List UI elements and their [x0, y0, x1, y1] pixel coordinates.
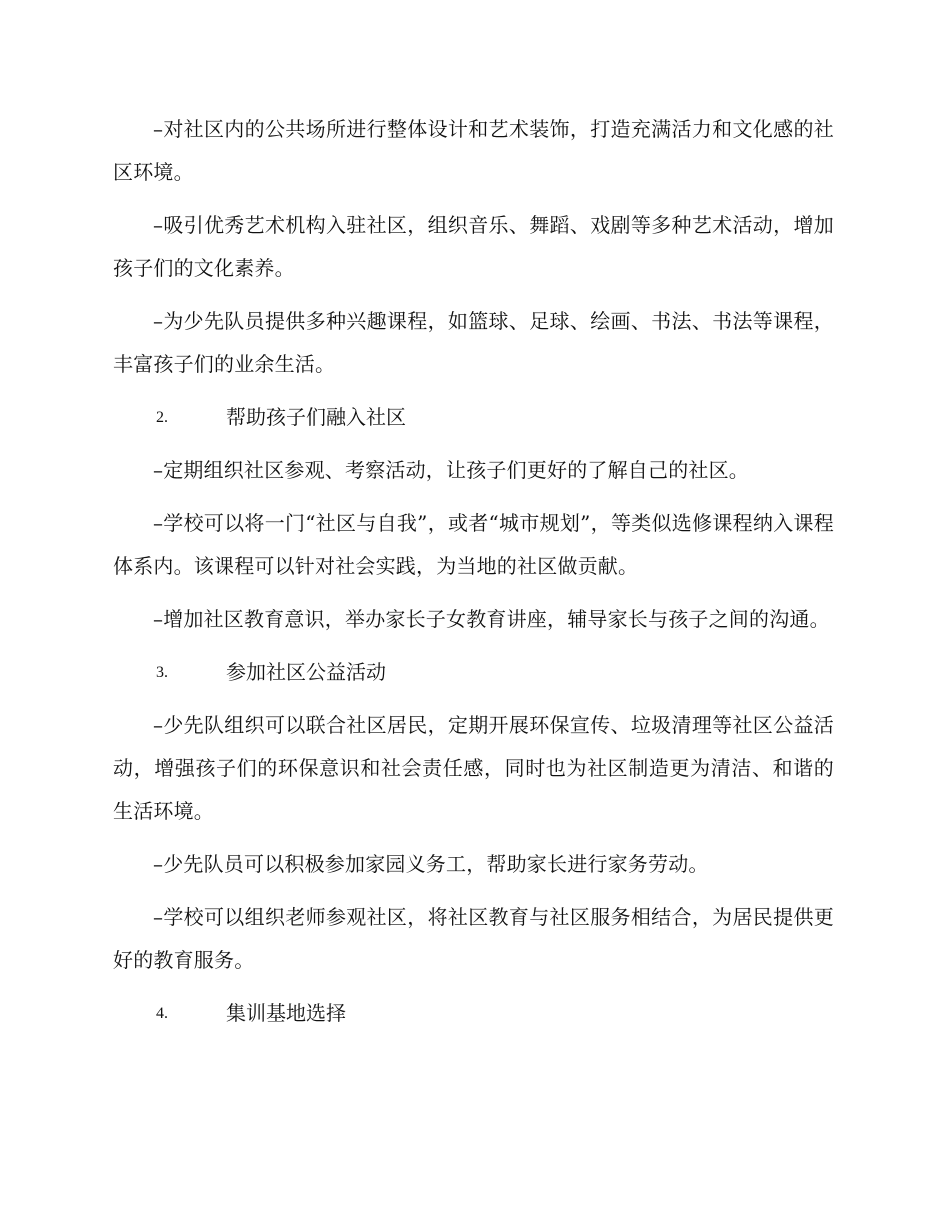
paragraph-housework: –少先队员可以积极参加家园义务工，帮助家长进行家务劳动。 — [153, 852, 709, 876]
paragraph-parent-lectures: –增加社区教育意识，举办家长子女教育讲座，辅导家长与孩子之间的沟通。 — [153, 607, 830, 631]
paragraph-public-welfare: –少先队组织可以联合社区居民，定期开展环保宣传、垃圾清理等社区公益活动，增强孩子们的环保意识和社会责任感，同时也为社区制造更为清洁、和谐的生活环境。 — [113, 713, 834, 823]
paragraph-elective-course: –学校可以将一门“社区与自我”，或者“城市规划”，等类似选修课程纳入课程体系内。该课程可以针对社会实践，为当地的社区做贡献。 — [113, 511, 834, 578]
section-number: 3. — [156, 664, 168, 681]
paragraph-interest-courses: –为少先队员提供多种兴趣课程，如篮球、足球、绘画、书法、书法等课程，丰富孩子们的业余生活。 — [113, 309, 834, 376]
section-heading-2 — [113, 396, 834, 439]
section-number: 2. — [156, 409, 168, 426]
paragraph-community-visits: –定期组织社区参观、考察活动，让孩子们更好的了解自己的社区。 — [153, 458, 749, 482]
section-title: 参加社区公益活动 — [226, 660, 386, 684]
section-number: 4. — [156, 1005, 168, 1022]
section-title: 帮助孩子们融入社区 — [226, 405, 406, 429]
section-heading-4 — [113, 992, 834, 1035]
section-heading-3 — [113, 651, 834, 694]
paragraph-art-institutions: –吸引优秀艺术机构入驻社区，组织音乐、舞蹈、戏剧等多种艺术活动，增加孩子们的文化素养。 — [113, 213, 834, 280]
paragraph-teacher-visits: –学校可以组织老师参观社区，将社区教育与社区服务相结合，为居民提供更好的教育服务。 — [113, 905, 834, 972]
section-title: 集训基地选择 — [226, 1001, 346, 1025]
paragraph-public-space-design: –对社区内的公共场所进行整体设计和艺术装饰，打造充满活力和文化感的社区环境。 — [113, 117, 834, 184]
